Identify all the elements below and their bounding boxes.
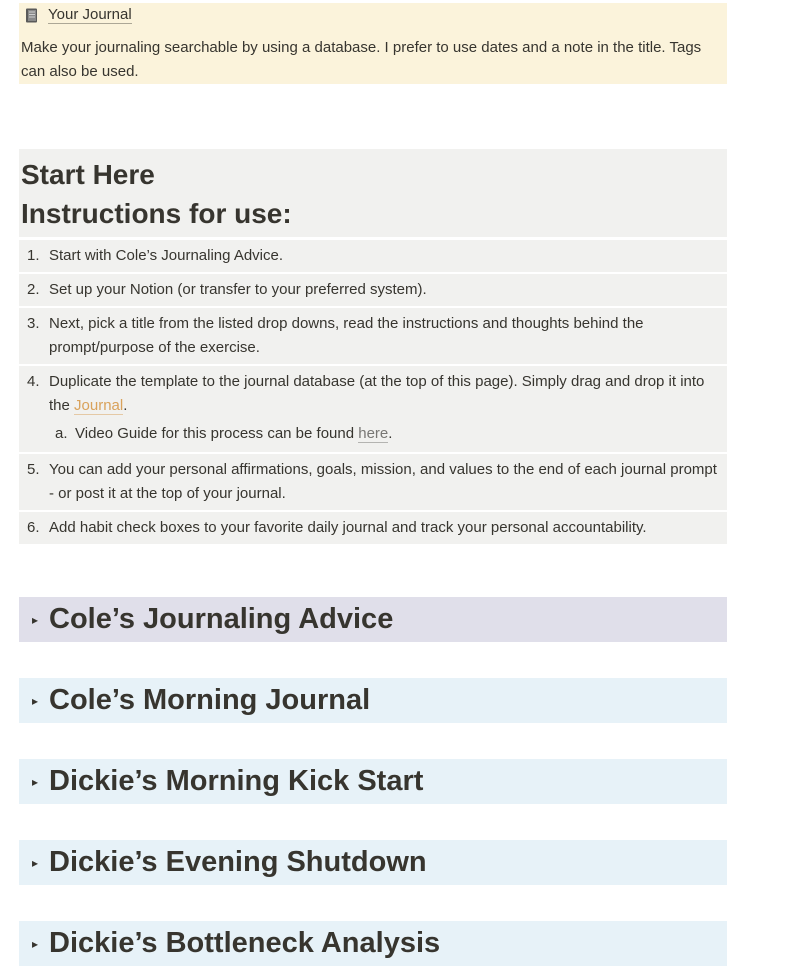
toggle-caret-icon[interactable]: ▸ [31,612,39,627]
sub-list-letter: a. [55,425,68,442]
toggle-title: Dickie’s Bottleneck Analysis [49,927,441,959]
list-text: Start with Cole’s Journaling Advice. [49,247,284,264]
toggle-title: Cole’s Morning Journal [49,684,371,716]
journal-link[interactable]: Journal [74,397,124,414]
list-item [19,512,727,544]
list-number: 3. [27,315,40,332]
list-text-end: . [123,397,128,414]
list-number: 4. [27,373,40,390]
toggle-title: Dickie’s Morning Kick Start [49,765,424,797]
toggle-dickies-evening-shutdown[interactable] [19,840,727,885]
list-text: Set up your Notion (or transfer to your preferred system). [49,281,427,298]
toggle-title: Cole’s Journaling Advice [49,603,394,635]
video-guide-link[interactable]: here [358,425,389,442]
sub-list-item [47,422,723,446]
list-number: 2. [27,281,40,298]
toggle-caret-icon[interactable]: ▸ [31,693,39,708]
toggle-dickies-morning-kick-start[interactable] [19,759,727,804]
toggle-title: Dickie’s Evening Shutdown [49,846,427,878]
your-journal-link-row[interactable] [19,3,727,27]
list-text: Add habit check boxes to your favorite daily journal and track your personal accountability. [49,519,647,536]
heading-instructions-for-use: Instructions for use: [21,198,292,229]
list-item [19,240,727,272]
journal-callout [19,3,727,84]
list-number: 6. [27,519,40,536]
instructions-heading [19,149,727,237]
toggle-dickies-bottleneck-analysis[interactable] [19,921,727,966]
your-journal-link[interactable]: Your Journal [48,6,132,23]
list-item [19,454,727,510]
list-text: Next, pick a title from the listed drop downs, read the instructions and thoughts behind the prompt/purpose of the exercise. [49,315,644,356]
list-item [19,308,727,364]
toggle-caret-icon[interactable]: ▸ [31,774,39,789]
sub-list-text-end: . [388,425,393,442]
toggle-caret-icon[interactable]: ▸ [31,855,39,870]
heading-start-here: Start Here [21,159,155,190]
list-number: 1. [27,247,40,264]
list-item [19,274,727,306]
notebook-icon [25,8,38,23]
instructions-section [19,149,727,546]
toggle-caret-icon[interactable]: ▸ [31,936,39,951]
list-number: 5. [27,461,40,478]
sub-list-text: Video Guide for this process can be found [75,425,359,442]
list-item [19,366,727,452]
list-text: Duplicate the template to the journal database (at the top of this page). Simply drag and drop it into the [49,373,705,414]
list-text: You can add your personal affirmations, goals, mission, and values to the end of each journal prompt - or post it at the top of your journal. [49,461,717,502]
toggle-coles-morning-journal[interactable] [19,678,727,723]
callout-description: Make your journaling searchable by using a database. I prefer to use dates and a note in the title. Tags can also be used. [21,39,702,80]
toggle-coles-journaling-advice[interactable] [19,597,727,642]
